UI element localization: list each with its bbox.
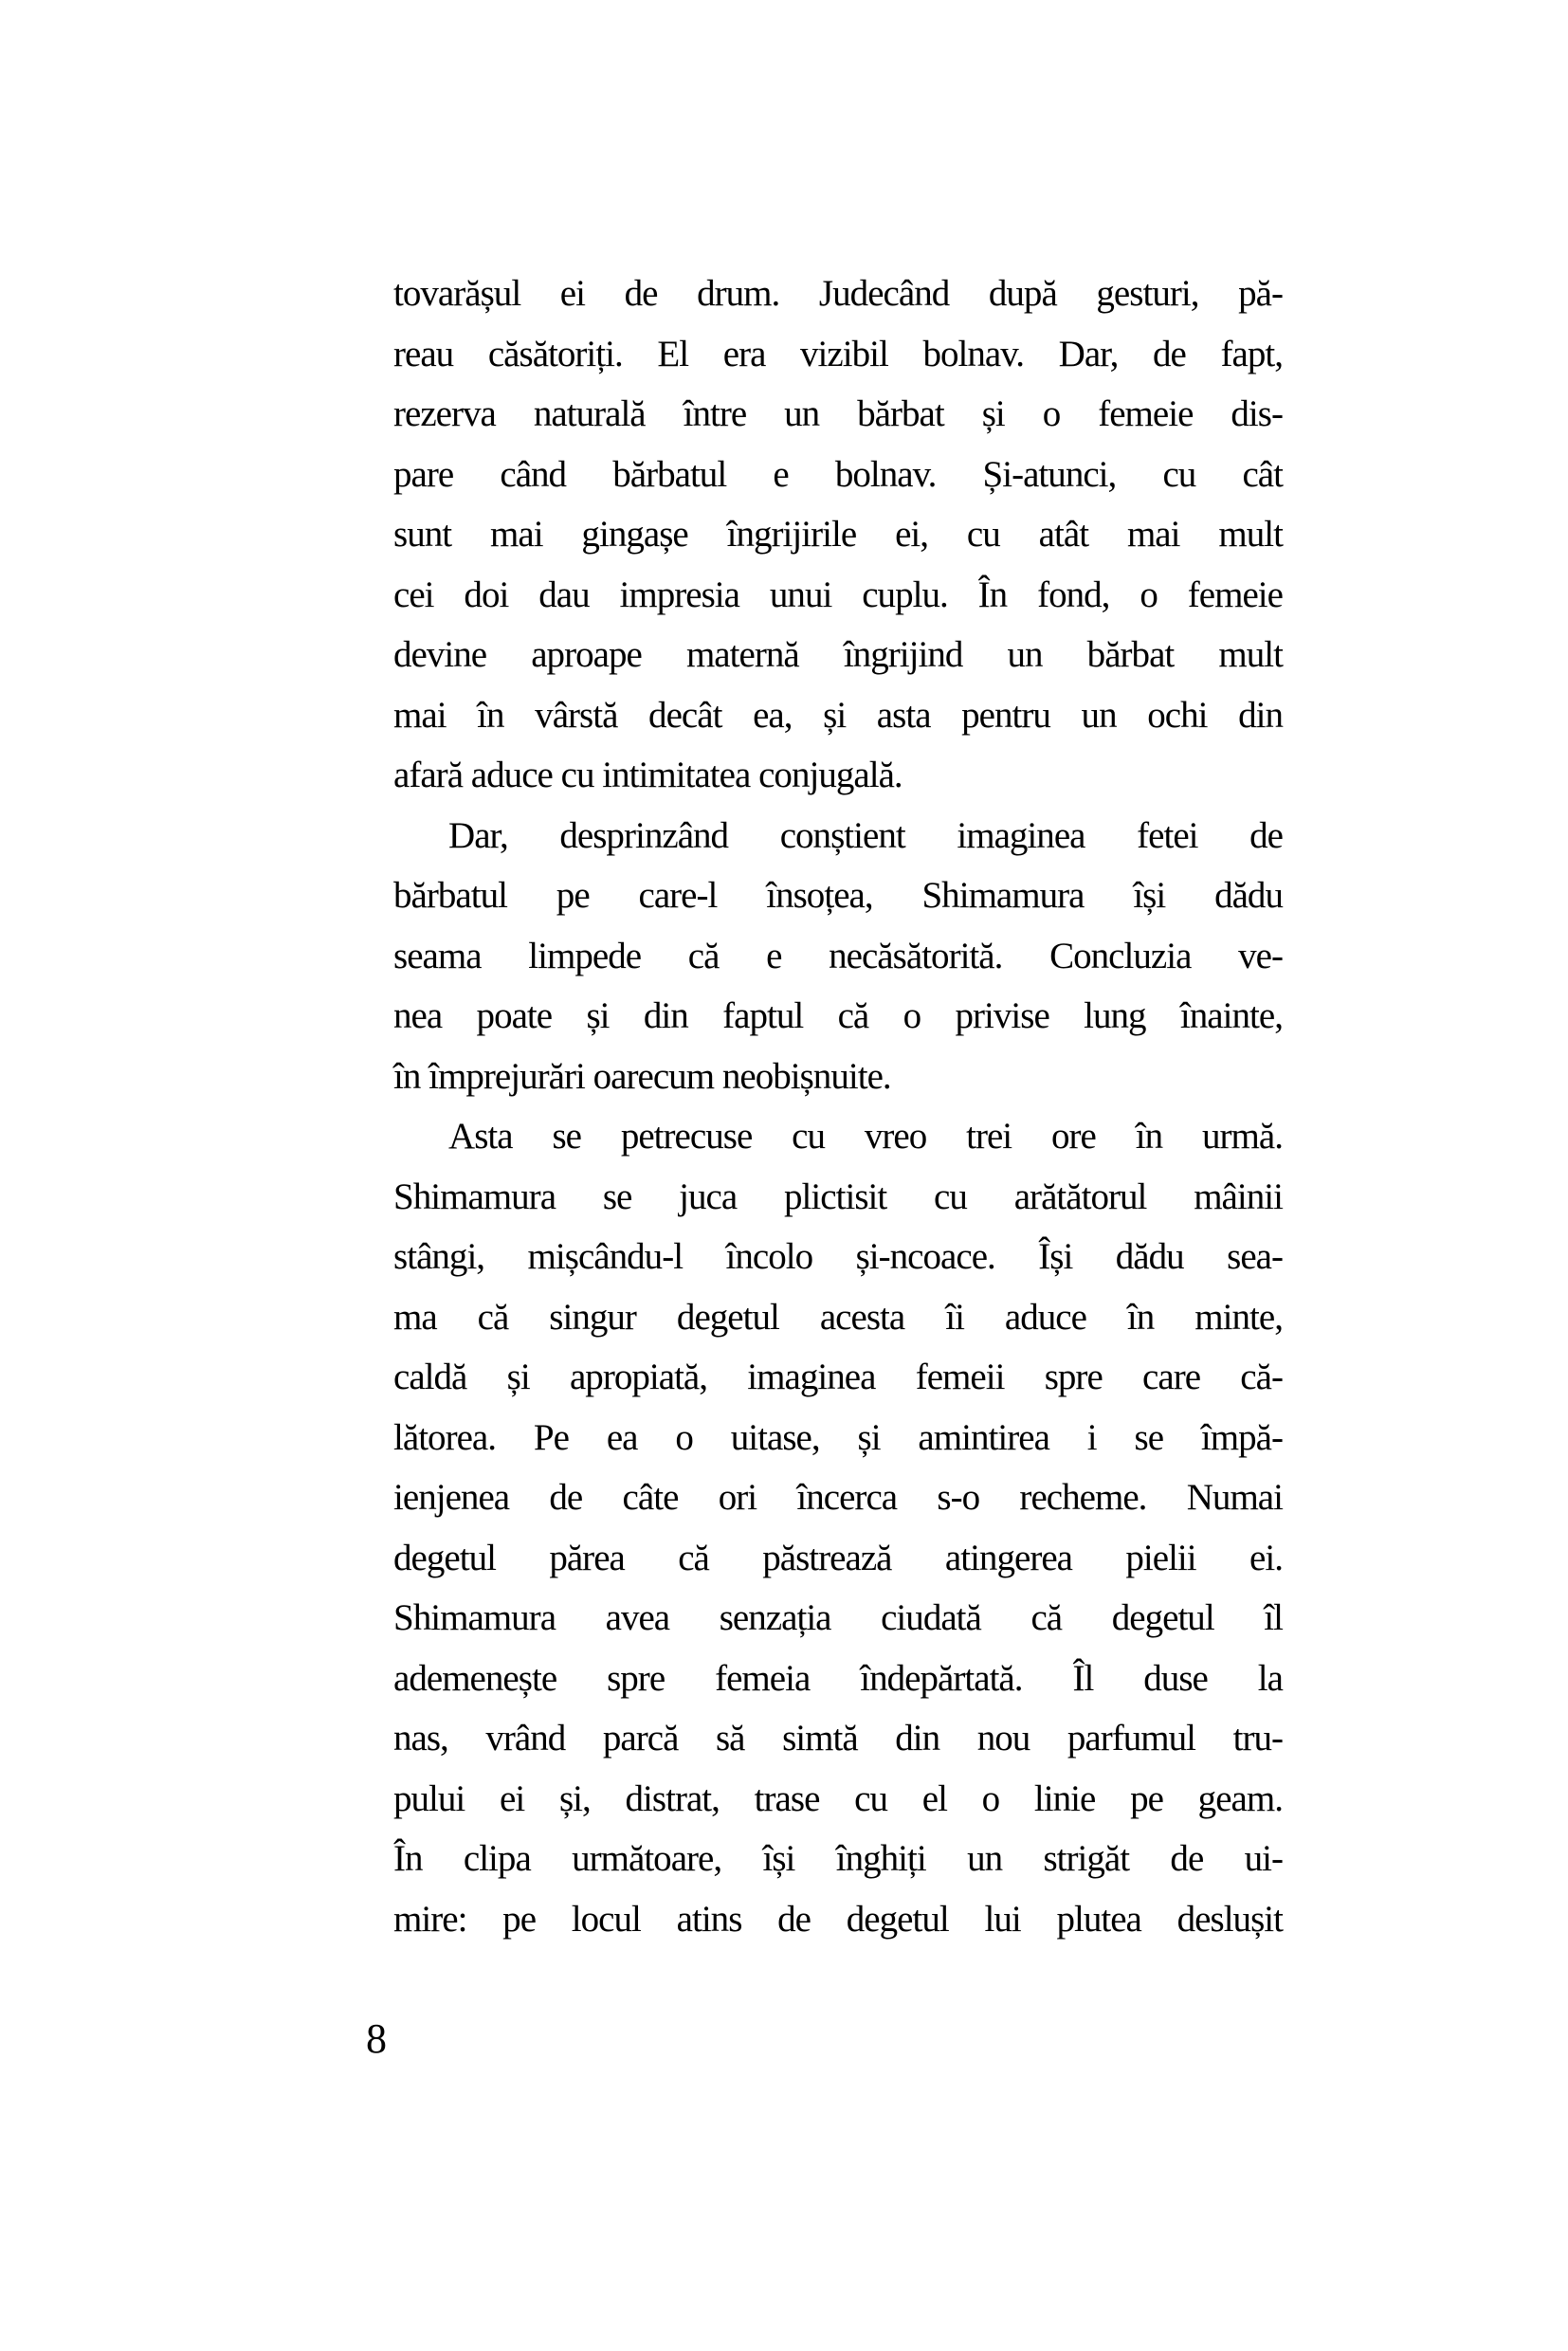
text-line: sunt mai gingașe îngrijirile ei, cu atât mai mult [393, 514, 1283, 555]
text-line: mai în vârstă decât ea, și asta pentru un ochi din [393, 694, 1283, 736]
text-line: degetul părea că păstrează atingerea pielii ei. [393, 1537, 1283, 1578]
text-line: stângi, mișcându-l încolo și-ncoace. Își dădu sea- [393, 1236, 1283, 1277]
text-line: rezerva naturală între un bărbat și o femeie dis- [393, 393, 1283, 434]
text-line: lătorea. Pe ea o uitase, și amintirea i se împă- [393, 1416, 1283, 1458]
text-line: ienjenea de câte ori încerca s-o recheme. Numai [393, 1477, 1283, 1518]
page-text-block [393, 264, 1283, 1949]
text-line: cei doi dau impresia unui cuplu. În fond, o femeie [393, 574, 1283, 615]
text-line: Shimamura avea senzația ciudată că degetul îl [393, 1597, 1283, 1638]
text-line: Asta se petrecuse cu vreo trei ore în urmă. [448, 1116, 1283, 1157]
text-line: În clipa următoare, își înghiți un strigăt de ui- [393, 1838, 1283, 1879]
text-line: mire: pe locul atins de degetul lui plutea deslușit [393, 1898, 1283, 1940]
text-line: ademenește spre femeia îndepărtată. Îl duse la [393, 1657, 1283, 1699]
text-line: tovarășul ei de drum. Judecând după gesturi, pă- [393, 273, 1283, 314]
text-line: bărbatul pe care-l însoțea, Shimamura își dădu [393, 875, 1283, 916]
text-line: seama limpede că e necăsătorită. Concluzia ve- [393, 935, 1283, 976]
text-line: nea poate și din faptul că o privise lung înainte, [393, 995, 1283, 1036]
text-line: pului ei și, distrat, trase cu el o linie pe geam. [393, 1777, 1283, 1819]
text-line: ma că singur degetul acesta îi aduce în minte, [393, 1296, 1283, 1338]
text-line: devine aproape maternă îngrijind un bărbat mult [393, 634, 1283, 675]
text-line: Shimamura se juca plictisit cu arătătorul mâinii [393, 1176, 1283, 1217]
text-line: caldă și apropiată, imaginea femeii spre care că- [393, 1357, 1283, 1397]
text-line: reau căsătoriți. El era vizibil bolnav. Dar, de fapt, [393, 333, 1283, 374]
page-number: 8 [366, 2015, 387, 2062]
text-line: Dar, desprinzând conștient imaginea fetei de [448, 814, 1283, 856]
text-line: nas, vrând parcă să simtă din nou parfumul tru- [393, 1718, 1283, 1759]
text-line: pare când bărbatul e bolnav. Și-atunci, cu cât [393, 453, 1283, 495]
text-line: afară aduce cu intimitatea conjugală. [393, 755, 903, 795]
text-line: în împrejurări oarecum neobișnuite. [393, 1055, 891, 1097]
